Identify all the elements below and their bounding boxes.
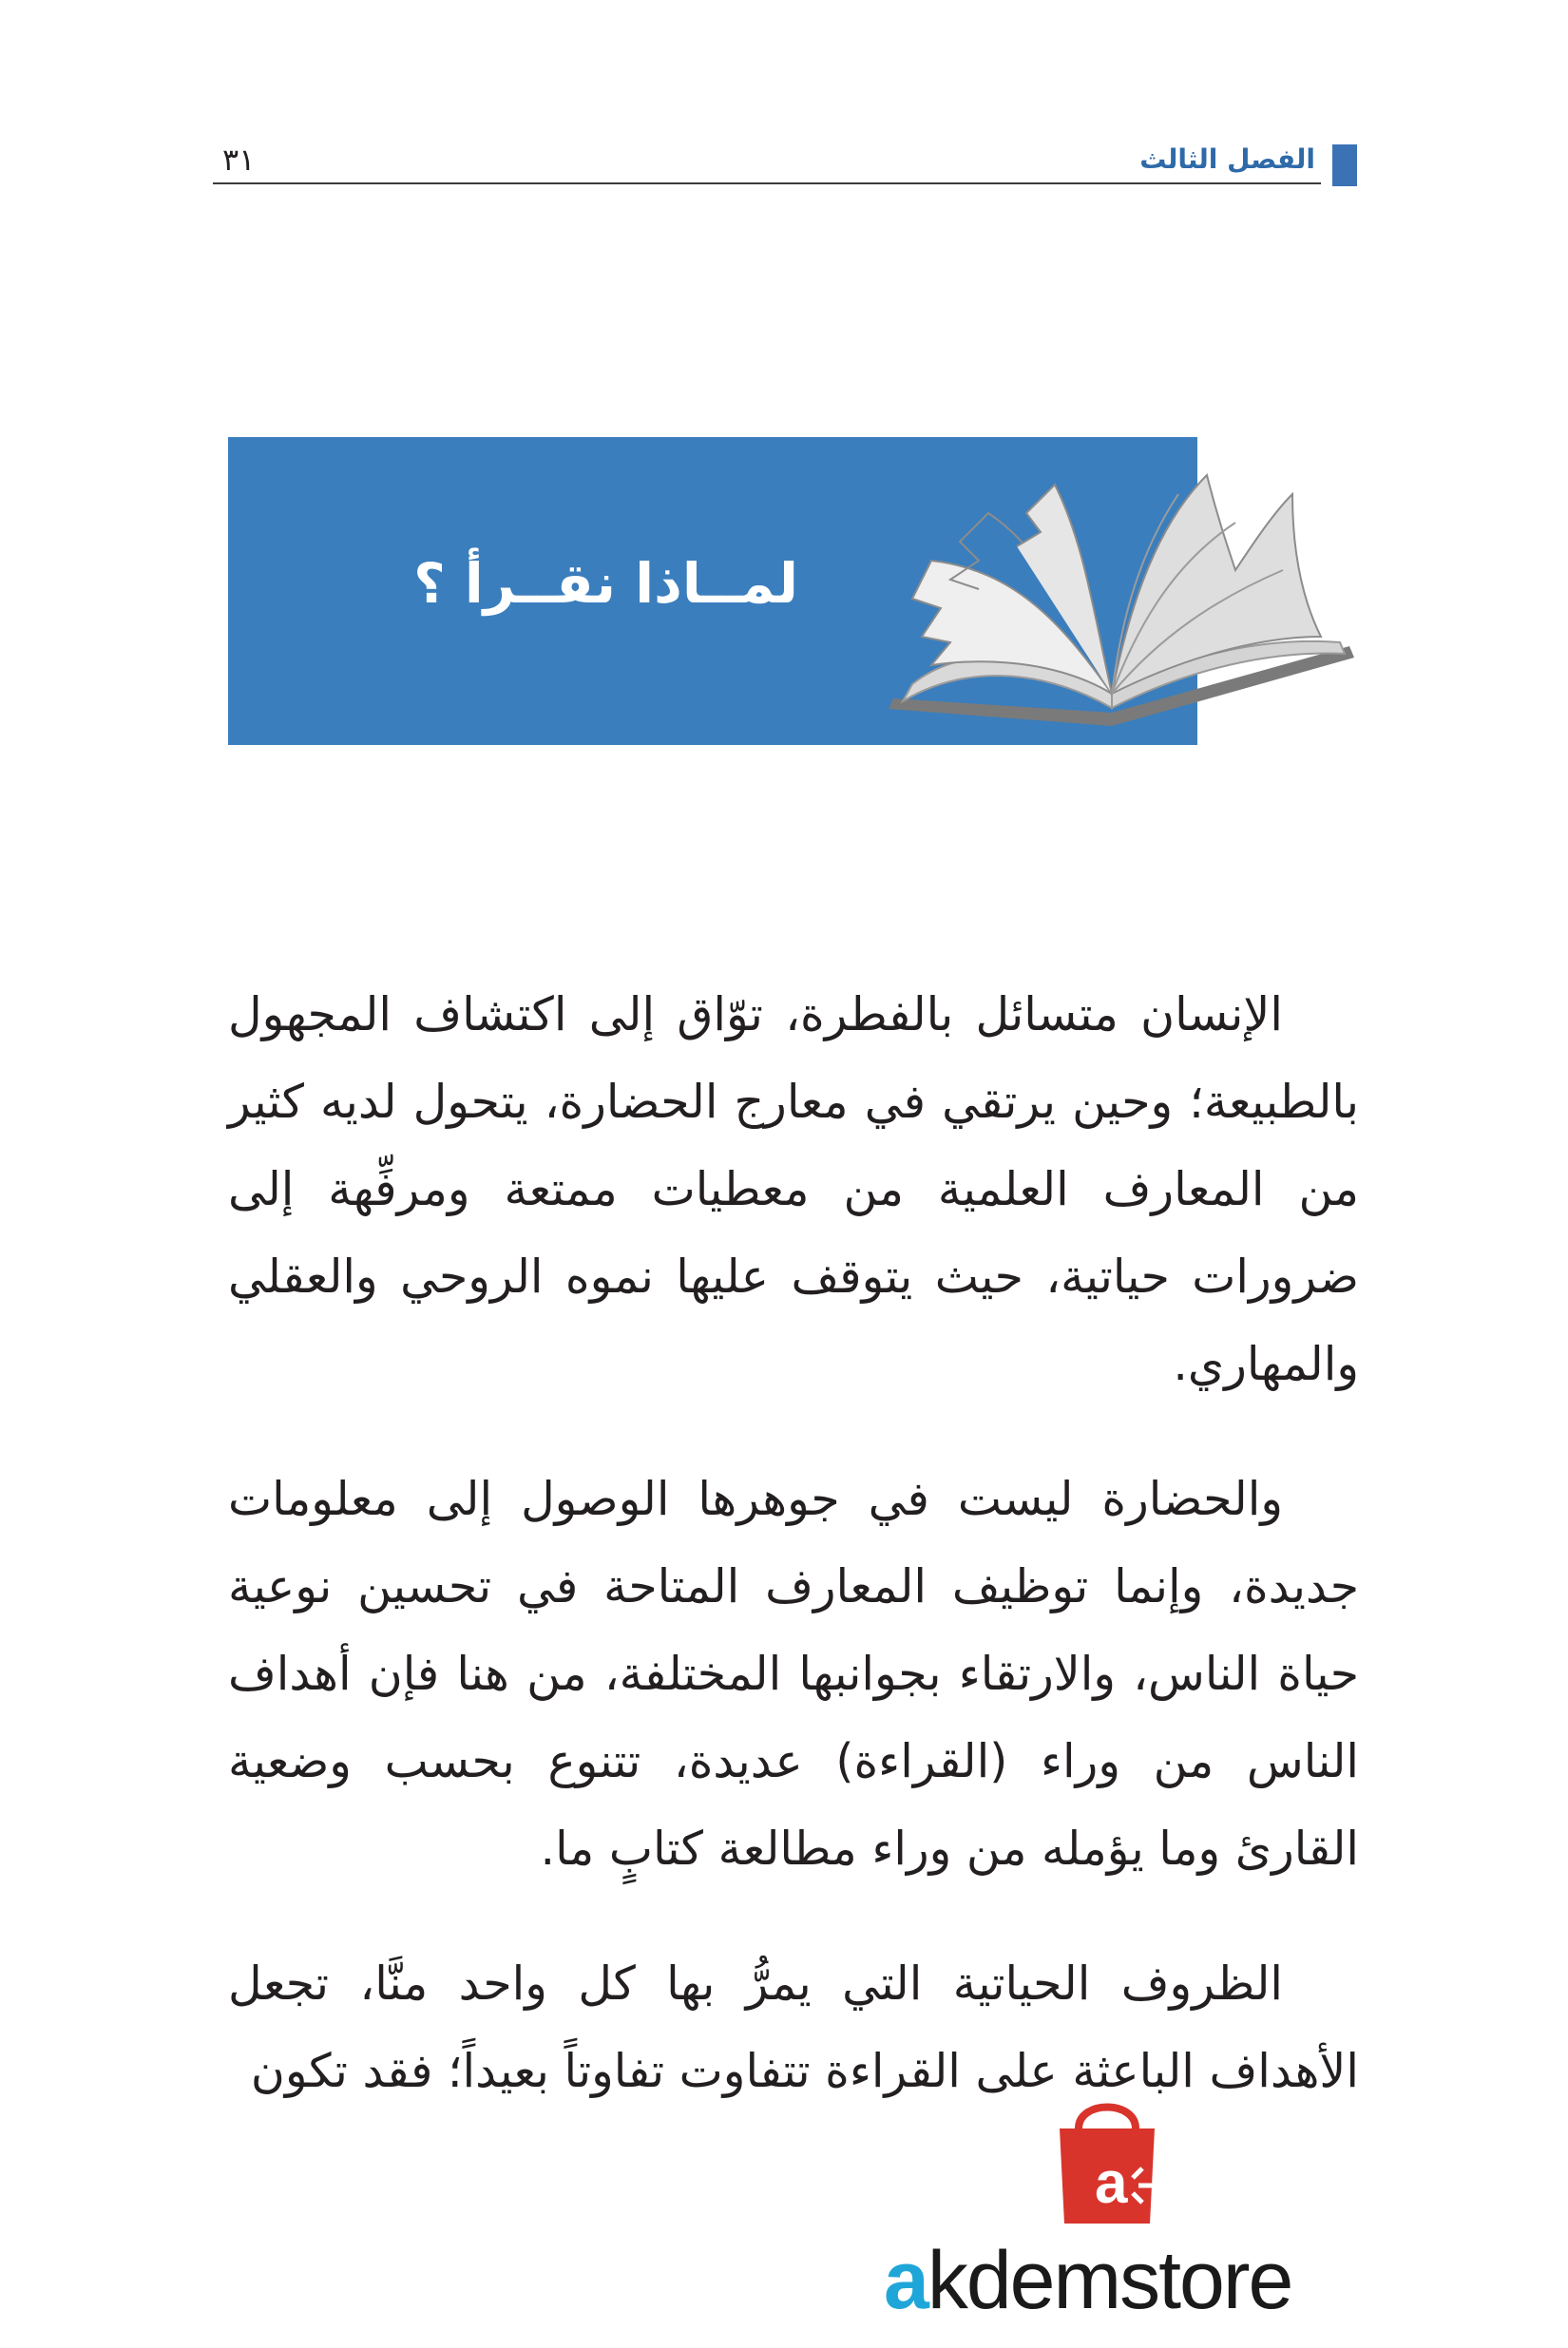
page-header — [213, 141, 1357, 188]
shopping-bag-icon — [884, 2090, 1378, 2233]
brand-name-rest: kdemstore — [927, 2235, 1292, 2326]
paragraph: الإنسان متسائل بالفطرة، توّاق إلى اكتشاف المجهول بالطبيعة؛ وحين يرتقي في معارج الحضارة، يتحول لديه كثير من المعارف العلمية من معطيات ممتعة ومرفِّهة إلى ضرورات حياتية، حيث يتوقف عليها نموه الروحي والعقلي والمهاري. — [228, 987, 1359, 1391]
body-text — [228, 971, 1359, 2163]
paragraph: الظروف الحياتية التي يمرُّ بها كل واحد منَّا، تجعل الأهداف الباعثة على القراءة تتفاوت تفاوتاً بعيداً؛ فقد تكون — [228, 1957, 1359, 2098]
header-marker — [1332, 144, 1357, 186]
page-number: ٣١ — [222, 142, 256, 178]
brand-name — [884, 2233, 1291, 2328]
watermark-logo — [884, 2090, 1378, 2338]
brand-name-first: a — [884, 2235, 927, 2326]
chapter-title: الفصل الثالث — [1139, 143, 1315, 175]
header-rule — [213, 182, 1321, 184]
open-book-icon — [874, 456, 1368, 732]
section-title: لمــاذا نقــرأ ؟ — [413, 551, 798, 616]
paragraph: والحضارة ليست في جوهرها الوصول إلى معلومات جديدة، وإنما توظيف المعارف المتاحة في تحسين نوعية حياة الناس، والارتقاء بجوانبها المختلفة، من هنا فإن أهداف الناس من وراء (القراءة) عديدة، تتنوع بحسب وضعية القارئ وما يؤمله من وراء مطالعة كتابٍ ما. — [228, 1472, 1359, 1876]
bag-letter: a — [1095, 2150, 1128, 2216]
